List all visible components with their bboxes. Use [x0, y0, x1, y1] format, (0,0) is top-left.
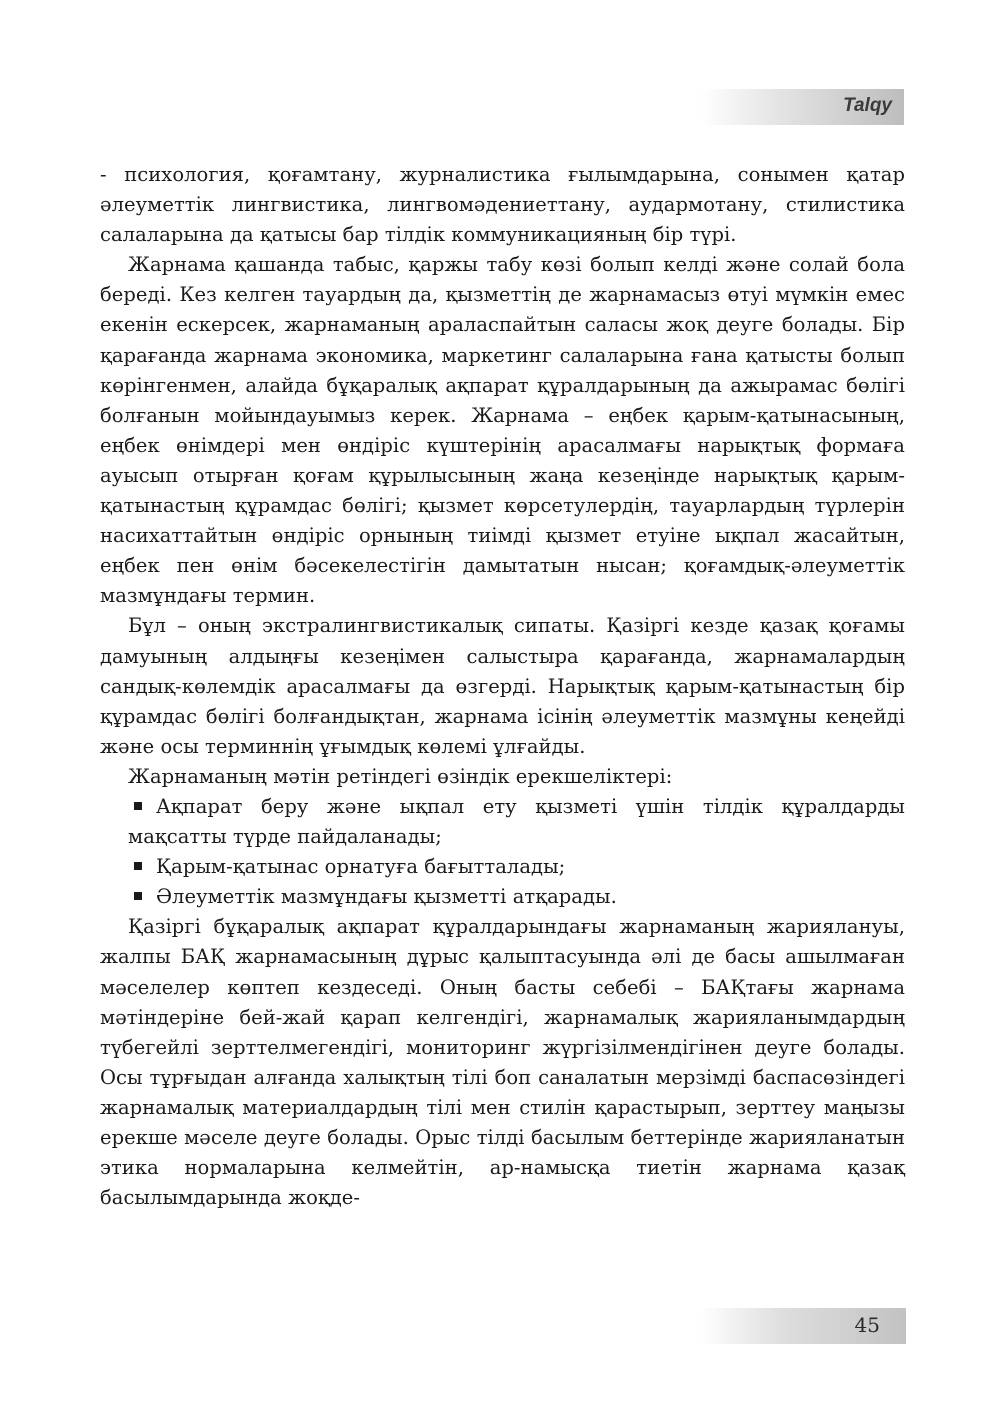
paragraph-2: Жарнама қашанда табыс, қаржы табу көзі болып келді және солай бола береді. Кез келген тауардың да, қызметтің де жарнамасыз өтуі мүмкін емес екенін ескерсек, жарнаманың араласпайтын саласы жоқ деуге болады. Бір қарағанда жарнама экономика, маркетинг салаларына ғана қатысты болып көрінгенмен, алайда бұқаралық ақпарат құралдарының да ажырамас бөлігі болғанын мойындауымыз керек. Жарнама – еңбек қарым-қатынасының, еңбек өнімдері мен өндіріс күштерінің арасалмағы нарықтық формаға ауысып отырған қоғам құрылысының жаңа кезеңінде нарықтық қарым-қатынастың құрамдас бөлігі; қызмет көрсетулердің, тауарлардың түрлерін насихаттайтын өндіріс орнының тиімді қызмет етуіне ықпал жасайтын, еңбек пен өнім бәсекелестігін дамытатын нысан; қоғамдық-әлеуметтік мазмұндағы термин.	[100, 253, 905, 608]
list-item-text: Ақпарат беру және ықпал ету қызметі үшін тілдік құралдарды мақсатты түрде пайдаланады;	[128, 794, 905, 849]
square-bullet-icon	[134, 862, 142, 870]
paragraph-4: Жарнаманың мәтін ретіндегі өзіндік ерекшеліктері:	[128, 764, 673, 788]
paragraph-1: - психология, қоғамтану, журналистика ғылымдарына, сонымен қатар әлеуметтік лингвистика, лингвомәдениеттану, аудармотану, стилистика салаларына да қатысы бар тілдік коммуникацияның бір түрі.	[100, 163, 905, 247]
list-item-text: Әлеуметтік мазмұндағы қызметті атқарады.	[156, 885, 617, 909]
list-item	[100, 792, 905, 852]
feature-list	[100, 792, 905, 912]
running-header	[700, 89, 904, 125]
square-bullet-icon	[134, 892, 142, 900]
page-footer	[700, 1308, 906, 1344]
list-item	[100, 852, 905, 882]
page-number: 45	[854, 1313, 880, 1337]
page-body	[100, 160, 905, 1213]
list-item	[100, 882, 905, 912]
paragraph-5: Қазіргі бұқаралық ақпарат құралдарындағы жарнаманың жариялануы, жалпы БАҚ жарнамасының дұрыс қалыптасуында әлі де басы ашылмаған мәселелер көптеп кездеседі. Оның басты себебі – БАҚтағы жарнама мәтіндеріне бей-жай қарап келгендігі, жарнамалық жарияланымдардың түбегейлі зерттелмегендігі, мониторинг жүргізілмендігінен деуге болады. Осы тұрғыдан алғанда халықтың тілі боп саналатын мерзімді баспасөзіндегі жарнамалық материалдардың тілі мен стилін қарастырып, зерттеу маңызы ерекше мәселе деуге болады. Орыс тілді басылым беттерінде жарияланатын этика нормаларына келмейтін, ар-намысқа тиетін жарнама қазақ басылымдарында жоқде-	[100, 915, 905, 1210]
square-bullet-icon	[134, 802, 142, 810]
running-header-title: Talqy	[843, 95, 892, 116]
paragraph-3: Бұл – оның экстралингвистикалық сипаты. Қазіргі кезде қазақ қоғамы дамуының алдыңғы кезеңімен салыстыра қарағанда, жарнамалардың сандық-көлемдік арасалмағы да өзгерді. Нарықтық қарым-қатынастың бір құрамдас бөлігі болғандықтан, жарнама ісінің әлеуметтік мазмұны кеңейді және осы терминнің ұғымдық көлемі ұлғайды.	[100, 614, 905, 758]
list-item-text: Қарым-қатынас орнатуға бағытталады;	[156, 855, 566, 879]
